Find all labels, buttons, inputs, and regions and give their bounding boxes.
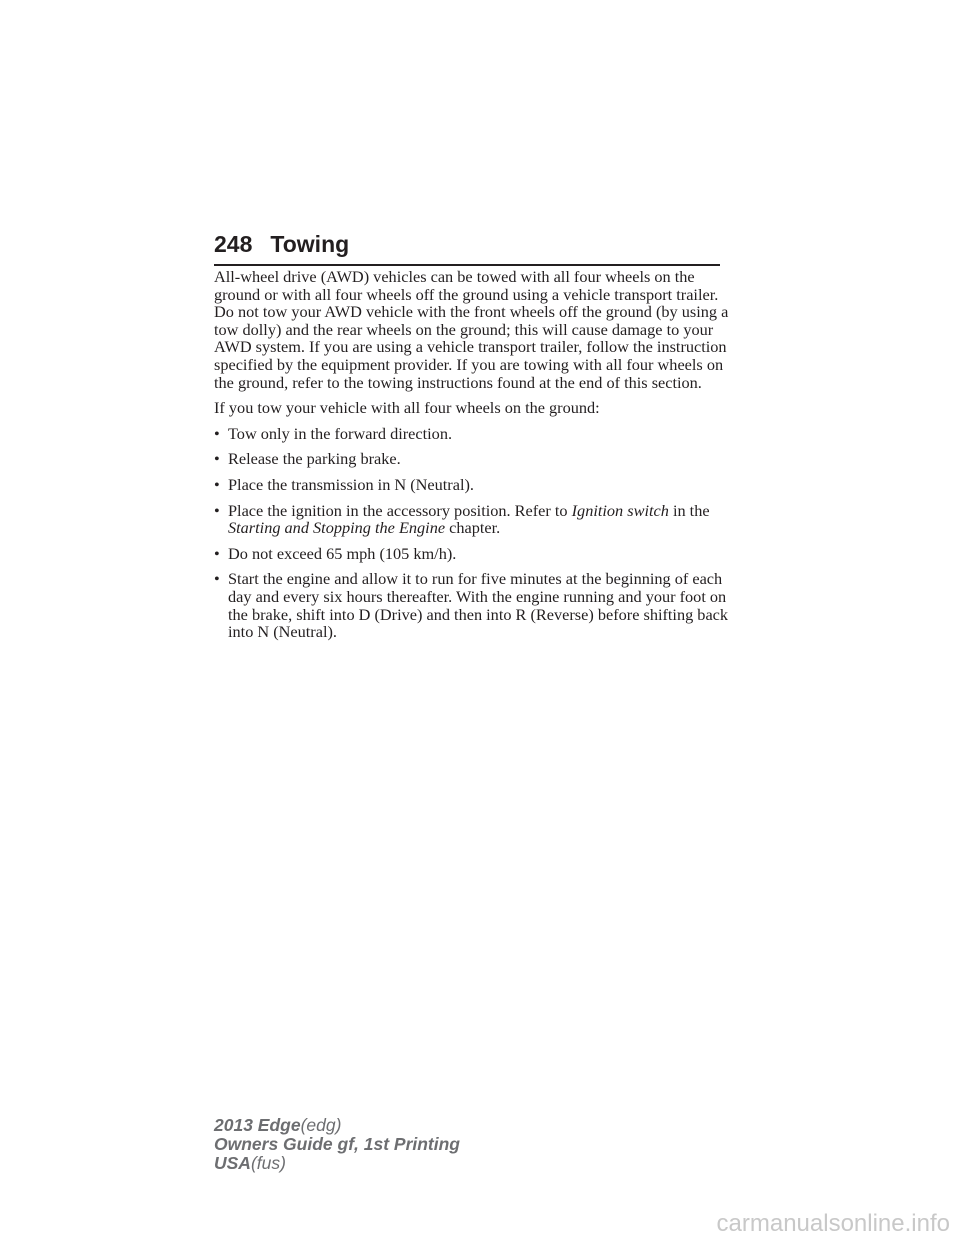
footer-market-code: (fus) xyxy=(250,1153,286,1173)
bullet-glyph: • xyxy=(214,500,220,520)
footer-line-market xyxy=(214,1154,460,1173)
footer-model-code: (edg) xyxy=(300,1115,342,1135)
list-item xyxy=(214,476,734,494)
intro-paragraph: All-wheel drive (AWD) vehicles can be towed with all four wheels on the ground or with all four wheels off the ground using a vehicle transport trailer. Do not tow your AWD vehicle with the front wheels off the ground (by using a tow dolly) and the rear wheels on the ground; this will cause damage to your AWD system. If you are using a vehicle transport trailer, follow the instruction specified by the equipment provider. If you are towing with all four wheels on the ground, refer to the towing instructions found at the end of this section. xyxy=(214,267,729,392)
towing-steps-list xyxy=(214,425,734,641)
list-item-text-after: chapter. xyxy=(445,518,501,538)
footer-market: USA xyxy=(214,1153,251,1173)
list-item-text-before: Place the ignition in the accessory position. Refer to xyxy=(228,500,572,520)
list-item xyxy=(214,570,734,640)
page-header xyxy=(214,230,720,266)
bullet-glyph: • xyxy=(214,569,220,589)
list-item xyxy=(214,502,734,537)
list-item xyxy=(214,425,734,443)
watermark: carmanualsonline.info xyxy=(716,1210,950,1237)
list-item-text: Start the engine and allow it to run for five minutes at the beginning of each day and every six hours thereafter. With the engine running and your foot on the brake, shift into D (Drive) and then into R (Reverse) before shifting back into N (Neutral). xyxy=(228,569,729,642)
footer-model: 2013 Edge xyxy=(214,1115,301,1135)
ignition-switch-reference: Ignition switch xyxy=(571,500,669,520)
bullet-glyph: • xyxy=(214,543,220,563)
bullet-glyph: • xyxy=(214,423,220,443)
list-item-text: Do not exceed 65 mph (105 km/h). xyxy=(228,543,457,563)
list-item-text: Release the parking brake. xyxy=(228,449,401,469)
bullet-glyph: • xyxy=(214,449,220,469)
starting-stopping-engine-reference: Starting and Stopping the Engine xyxy=(228,518,446,538)
list-intro-paragraph: If you tow your vehicle with all four wheels on the ground: xyxy=(214,398,600,418)
list-item-text: Tow only in the forward direction. xyxy=(228,423,453,443)
list-item-text: Place the transmission in N (Neutral). xyxy=(228,474,474,494)
footer-line-model xyxy=(214,1116,460,1135)
body-text xyxy=(214,268,734,649)
list-item xyxy=(214,545,734,563)
section-title: Towing xyxy=(270,231,350,257)
list-item xyxy=(214,450,734,468)
bullet-glyph: • xyxy=(214,474,220,494)
footer-line-guide: Owners Guide gf, 1st Printing xyxy=(214,1134,460,1154)
page-number: 248 xyxy=(214,231,253,257)
page-footer xyxy=(214,1116,460,1173)
list-item-text-middle: in the xyxy=(668,500,710,520)
